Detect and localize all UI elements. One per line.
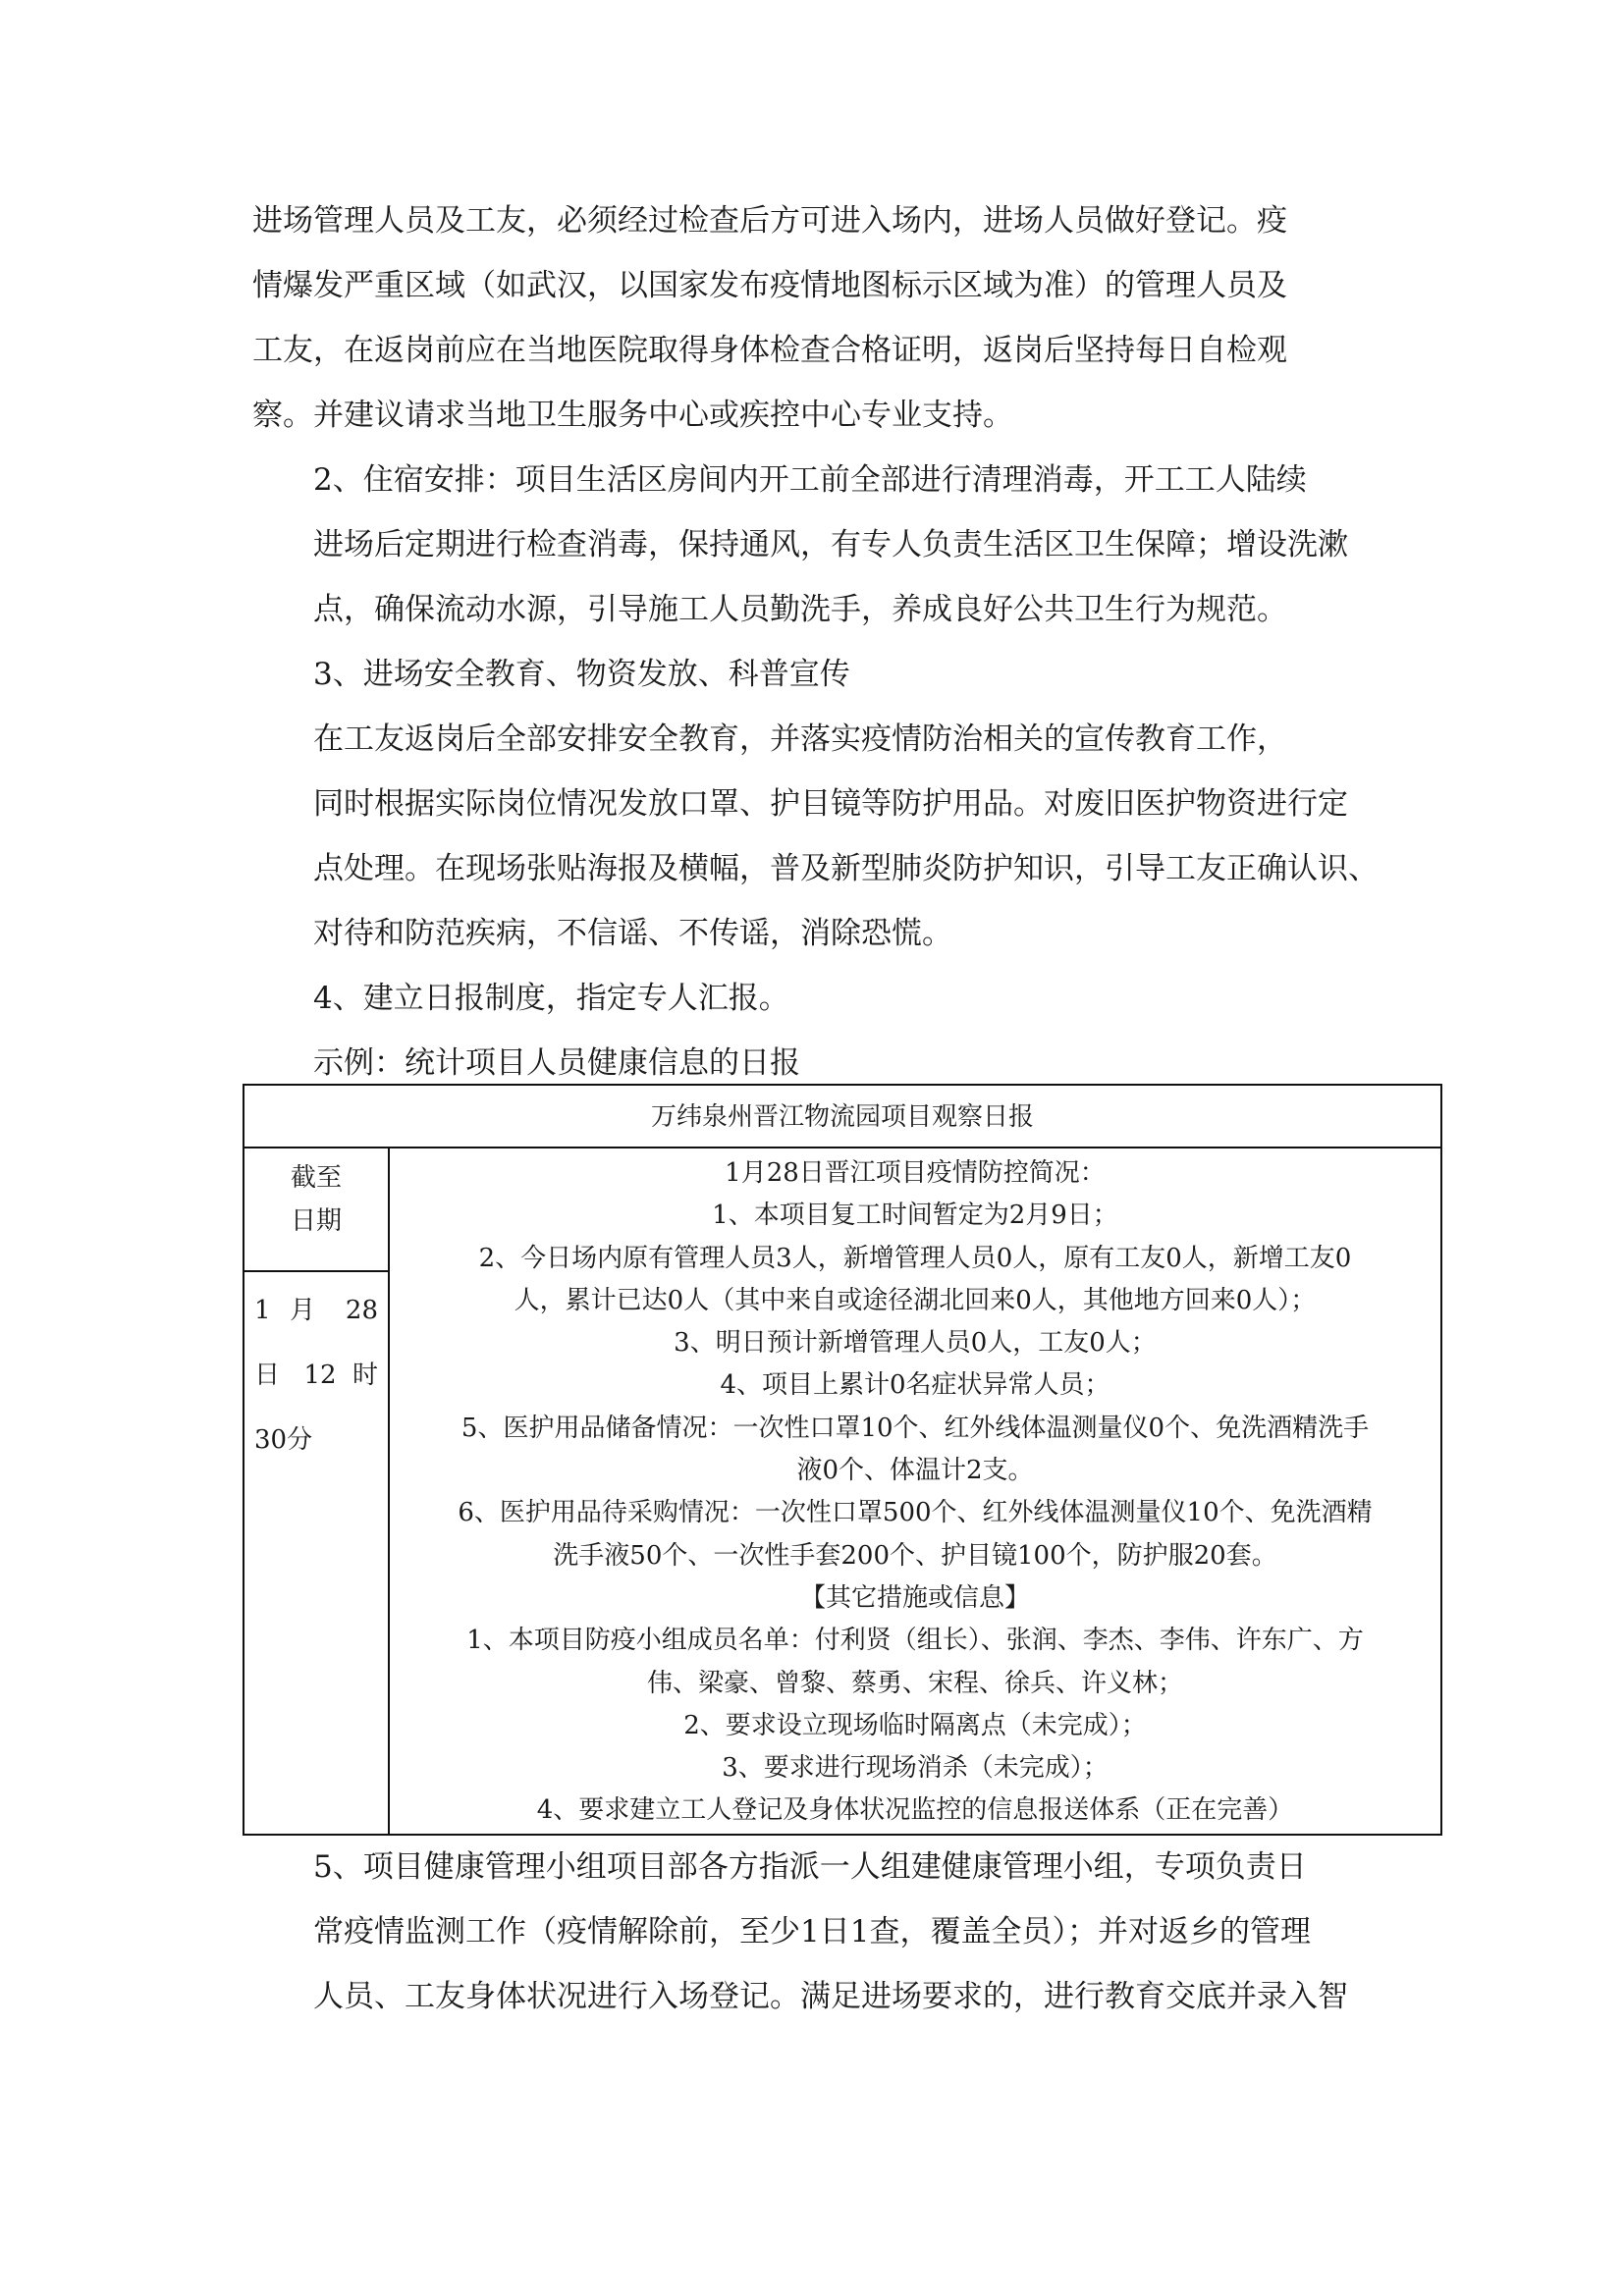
paragraph-line: 工友，在返岗前应在当地医院取得身体检查合格证明，返岗后坚持每日自检观 <box>252 333 1287 368</box>
report-line: 1、本项目复工时间暂定为2月9日； <box>712 1201 1118 1231</box>
date-cell-divider <box>244 1270 388 1272</box>
report-line: 3、明日预计新增管理人员0人，工友0人； <box>674 1328 1157 1359</box>
paragraph <box>252 966 1472 1031</box>
paragraph-line: 进场管理人员及工友，必须经过检查后方可进入场内，进场人员做好登记。疫 <box>252 203 1287 239</box>
report-line: 洗手液50个、一次性手套200个、护目镜100个，防护服20套。 <box>553 1540 1277 1571</box>
report-title: 万纬泉州晋江物流园项目观察日报 <box>244 1086 1440 1148</box>
paragraph-line: 2、住宿安排：项目生活区房间内开工前全部进行清理消毒，开工工人陆续 <box>313 462 1307 498</box>
paragraph <box>252 707 1472 966</box>
paragraph-line: 4、建立日报制度，指定专人汇报。 <box>313 981 789 1016</box>
paragraph <box>252 188 1411 448</box>
paragraph-line: 3、进场安全教育、物资发放、科普宣传 <box>313 657 850 692</box>
paragraph-line: 示例：统计项目人员健康信息的日报 <box>313 1045 800 1081</box>
paragraph-line: 点，确保流动水源，引导施工人员勤洗手，养成良好公共卫生行为规范。 <box>313 592 1287 627</box>
paragraph-line: 人员、工友身体状况进行入场登记。满足进场要求的，进行教育交底并录入智 <box>313 1979 1348 2014</box>
report-line: 2、要求设立现场临时隔离点（未完成）； <box>683 1710 1147 1740</box>
paragraph <box>252 448 1472 642</box>
report-line: 伟、梁豪、曾黎、蔡勇、宋程、徐兵、许义林； <box>646 1668 1183 1698</box>
paragraph-line: 点处理。在现场张贴海报及横幅，普及新型肺炎防护知识，引导工友正确认识、 <box>313 851 1379 886</box>
body-text-bottom <box>252 1835 1472 2029</box>
column-divider <box>388 1148 390 1836</box>
report-line: 3、要求进行现场消杀（未完成）； <box>722 1753 1109 1784</box>
paragraph-line: 常疫情监测工作（疫情解除前，至少1日1查，覆盖全员）；并对返乡的管理 <box>313 1914 1311 1949</box>
paragraph-line: 情爆发严重区域（如武汉，以国家发布疫情地图标示区域为准）的管理人员及 <box>252 268 1287 303</box>
report-line: 4、要求建立工人登记及身体状况监控的信息报送体系（正在完善） <box>536 1795 1294 1826</box>
date-value-cell: 1 月 28 日 12 时 30分 <box>254 1296 378 1455</box>
paragraph-line: 同时根据实际岗位情况发放口罩、护目镜等防护用品。对废旧医护物资进行定 <box>313 786 1348 822</box>
paragraph-line: 5、项目健康管理小组项目部各方指派一人组建健康管理小组，专项负责日 <box>313 1849 1307 1885</box>
report-line: 5、医护用品储备情况：一次性口罩10个、红外线体温测量仪0个、免洗酒精洗手 <box>460 1413 1370 1443</box>
paragraph-line: 在工友返岗后全部安排安全教育，并落实疫情防治相关的宣传教育工作， <box>313 721 1287 757</box>
report-line: 【其它措施或信息】 <box>799 1582 1030 1613</box>
report-line: 4、项目上累计0名症状异常人员； <box>720 1370 1110 1401</box>
date-header-line: 截至 <box>290 1163 342 1193</box>
report-line: 人，累计已达0人（其中来自或途径湖北回来0人，其他地方回来0人）； <box>514 1285 1317 1315</box>
paragraph-line: 察。并建议请求当地卫生服务中心或疾控中心专业支持。 <box>252 398 1013 433</box>
report-line: 2、今日场内原有管理人员3人，新增管理人员0人，原有工友0人，新增工友0 <box>478 1243 1352 1273</box>
date-header-cell <box>244 1156 388 1243</box>
report-line: 1月28日晋江项目疫情防控简况： <box>725 1158 1106 1188</box>
date-header-line: 日期 <box>290 1206 342 1236</box>
report-line: 液0个、体温计2支。 <box>796 1456 1034 1486</box>
paragraph-line: 对待和防范疾病，不信谣、不传谣，消除恐慌。 <box>313 916 952 951</box>
report-line: 1、本项目防疫小组成员名单：付利贤（组长）、张润、李杰、李伟、许东广、方 <box>466 1626 1364 1656</box>
report-content-cell <box>392 1152 1438 1833</box>
paragraph-line: 进场后定期进行检查消毒，保持通风，有专人负责生活区卫生保障；增设洗漱 <box>313 527 1348 562</box>
paragraph <box>252 642 1472 707</box>
daily-report-table <box>243 1084 1442 1836</box>
report-line: 6、医护用品待采购情况：一次性口罩500个、红外线体温测量仪10个、免洗酒精 <box>458 1498 1373 1528</box>
